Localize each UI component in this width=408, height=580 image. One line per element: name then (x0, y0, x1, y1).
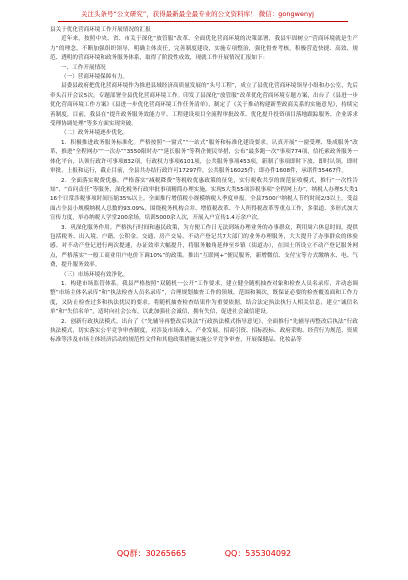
header-divider (58, 21, 348, 22)
paragraph: 1．构建市场监管体系。我县严格按照“双随机一公开”工作要求，建立健全随机抽查对象和检查人员名录库，并动态调整“市场主体名录库”和“执法检查人员名录库”，合理规划抽查工作的领域、范围和频次，既保证必要的检查覆盖面和工作力度，又防止检查过多和执法扰民的要求。将随机抽查检查结果作为重要依据，结合法定执法执行人相关信息，建立“诚信名单”和“失信名单”，适时向社会公布，以此加强社会诚信，拥有失信，促进社会诚信建设。 (50, 280, 358, 316)
document-title: 县关于优化营商环境工作开展情况的汇报 (50, 27, 151, 33)
paragraph: 1．积极推进政务服务标准化。严格按照“一窗式”“一站式”服务和标准化建设要求，认真开展“一窗受理、集成服务”改革，推进“全程网办”“一次办”“3550限时办”“延长服务”等利企便民举措，公布“最多跑一次”事项774项，信托索政务服务一体化平台，认领行政许可事项832项，行政权力事项6101项，公共服务事项453项，新制了事项即时下放、即时认领，即时审批、上报和运行，截止目前，全县共办结行政许可17297件，公共服务16025件；即办件1608件，承诺件35467件。 (50, 139, 358, 175)
footer-contact (0, 548, 408, 559)
section-heading-1: 一、工作开展情况 (61, 64, 106, 71)
paragraph: 3．巩深化服务作用。严格执行时间和惠民政策，为方便工作日无法到场办理业务的办事群众，利用周六休息时间，提供包括税务、出入境、户籍、公积金、交通、房产交易、不动产登记共7大部门的业务办理服务，大大提升了办事群众的体验感。对不动产登记进行两次提速，办证效率大幅提升，将服务触角延伸至乡镇（街道办），在国土所设立不动产登记服务网点，严格落实“一般工商业用户电价下调10%”的政策。推出“互联网+”便民服务，新增微信、支付宝等方式缴纳水、电、气费，提升服务效率。 (50, 224, 358, 269)
document-body (50, 26, 358, 346)
paragraph: 2．全面落实税费优惠。严格落实“减税降费”等税收优惠政策的征免，实行税收共享的规范征收模式，推行“一次性告知”、“首问责任”等服务，深化税务行政审批事项精简办理实施，实现5大类55项涉税事项“全程网上办”，纳税人办理5大类116个日常涉税事项时间压缩35%以上。全面推行增值税小规模纳税人季度申报。全县7500户纳税人节约时间2/3以上。受益面占全县小规模纳税人总数的93.09%，围绕税务机构合并、增值税改革、个人所得税改革等重点工作，多渠道、多形式加大宣传力度，举办纳税人学堂200余场，培训5000余人次，开展入户宣传1.4万余户次。 (50, 177, 358, 222)
subsection-heading-3: （三）市场环境有效净化。 (61, 271, 129, 278)
paragraph-intro: 近年来，按照中央、省、市关于深化“放管服”改革、全面优化营商环境的决策部署，我县牢固树立“营商环境就是生产力”的理念，不断加强组织领导，明确主体责任，完善制度建设，实施专项整治，强化督查考核，积极营造快捷、高效、规范、透明的营商环境和政务服务体系，取得了阶段性成效，现就工作开展情况汇报如下： (50, 36, 358, 62)
subsection-heading-1: （一）营商环境保障有力。 (61, 74, 129, 81)
header-banner: 关注头条号“公文研究”，获得最新最全最专业的公文资料库！ 微信：gongwenyj (81, 10, 314, 18)
subsection-heading-2: （二）政务环境逐步优化。 (61, 130, 129, 137)
footer-qq-group: QQ群：30265665 (116, 549, 187, 558)
paragraph: 县委县政府把优化营商环境作为推进县域经济高质量发展的“头号工程”，成立了县优化营商环境领导小组和办公室，先后牵头召开会议5次，专题部署全县优化营商环境工作。印发了县深化“放管服”改革优化营商环境专题方案，出台了《县进一步优化营商环境工作方案》《县进一步优化营商环境工作任务清单》，制定了《关于推动构建新型政商关系的实施意见》，持续完善制度，目前，我县在“提升政务服务效能力平、工程建设项目全流程审批改革、优化提升投资项目落地跟踪服务、企业诉求受理协调处理”等多方面实现突破。 (50, 83, 358, 128)
paragraph: 2．创新行政执法模式。出台了《“先辅导再整改后执法”行政执法模式指导意见》，全面推行“先辅导再整改后执法”行政执法模式，切实落实公平竞争审查制度，对涉及市场准入、产业发展、招商引资、招标投标、政府采购、经营行为规范、资质标准等涉及市场主体经济活动的规范性文件和其他政策措施实施公平竞争审查，开展保健品、化妆品等 (50, 318, 358, 344)
footer-qq-number: QQ：535304092 (224, 549, 292, 558)
